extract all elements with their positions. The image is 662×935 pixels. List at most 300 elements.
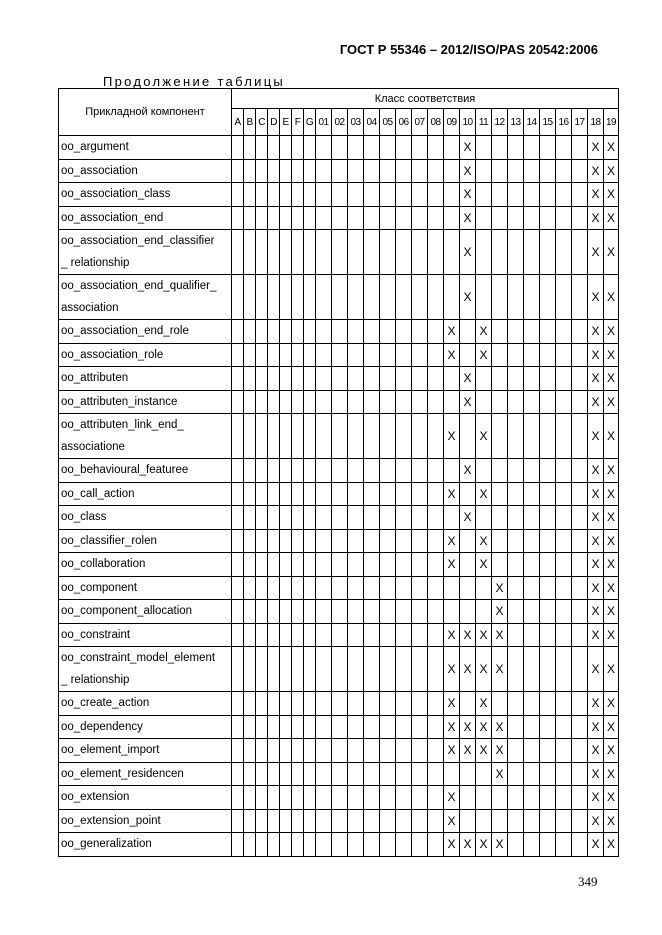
conformance-mark: X xyxy=(479,429,488,443)
class-mark-cell xyxy=(244,459,256,483)
class-mark-cell xyxy=(396,623,412,647)
component-name-line: oo_constraint_model_element xyxy=(61,652,216,664)
class-mark-cell xyxy=(332,600,348,624)
class-mark-cell xyxy=(428,739,444,763)
class-mark-cell xyxy=(316,159,332,183)
class-mark-cell xyxy=(396,786,412,810)
class-mark-cell xyxy=(572,459,588,483)
class-mark-cell xyxy=(524,692,540,716)
class-mark-cell xyxy=(268,576,280,600)
conformance-mark: X xyxy=(606,510,615,525)
conformance-mark: X xyxy=(447,790,456,805)
class-mark-cell xyxy=(292,576,304,600)
class-column-header: 02 xyxy=(332,109,348,136)
conformance-mark: X xyxy=(606,140,615,155)
class-mark-cell xyxy=(396,506,412,530)
conformance-mark: X xyxy=(591,533,600,548)
class-mark-cell xyxy=(540,809,556,833)
class-mark-cell xyxy=(572,809,588,833)
class-mark-cell xyxy=(540,762,556,786)
class-mark-cell xyxy=(244,367,256,391)
class-mark-cell xyxy=(280,553,292,577)
class-mark-cell xyxy=(508,623,524,647)
class-mark-cell xyxy=(508,600,524,624)
class-mark-cell xyxy=(268,692,280,716)
class-column-header: 10 xyxy=(460,109,476,136)
class-mark-cell xyxy=(588,482,604,506)
class-mark-cell xyxy=(476,367,492,391)
class-mark-cell xyxy=(268,482,280,506)
class-mark-cell xyxy=(444,762,460,786)
class-mark-cell xyxy=(588,230,604,275)
class-mark-cell xyxy=(396,692,412,716)
class-mark-cell xyxy=(348,553,364,577)
class-mark-cell xyxy=(604,367,619,391)
class-mark-cell xyxy=(508,506,524,530)
conformance-mark: X xyxy=(591,429,600,443)
class-mark-cell xyxy=(304,739,316,763)
class-mark-cell xyxy=(492,715,508,739)
class-mark-cell xyxy=(604,833,619,857)
class-mark-cell xyxy=(292,623,304,647)
class-mark-cell xyxy=(444,647,460,692)
class-mark-cell xyxy=(412,459,428,483)
class-mark-cell xyxy=(280,506,292,530)
class-mark-cell xyxy=(332,576,348,600)
component-name-cell xyxy=(59,692,232,716)
component-name-cell xyxy=(59,529,232,553)
class-mark-cell xyxy=(604,159,619,183)
class-mark-cell xyxy=(460,739,476,763)
conformance-mark: X xyxy=(606,790,615,805)
table-row xyxy=(59,206,619,230)
class-mark-cell xyxy=(444,623,460,647)
class-mark-cell xyxy=(428,206,444,230)
class-mark-cell xyxy=(428,809,444,833)
class-mark-cell xyxy=(256,647,268,692)
class-mark-cell xyxy=(380,647,396,692)
conformance-mark: X xyxy=(495,580,504,595)
class-mark-cell xyxy=(524,183,540,207)
class-mark-cell xyxy=(396,739,412,763)
class-mark-cell xyxy=(380,529,396,553)
table-row xyxy=(59,692,619,716)
class-column-header: 18 xyxy=(588,109,604,136)
class-column-header: 12 xyxy=(492,109,508,136)
class-mark-cell xyxy=(540,482,556,506)
conformance-mark: X xyxy=(447,743,456,758)
class-mark-cell xyxy=(524,506,540,530)
conformance-mark: X xyxy=(495,766,504,781)
class-mark-cell xyxy=(332,459,348,483)
class-mark-cell xyxy=(428,600,444,624)
class-mark-cell xyxy=(348,206,364,230)
class-mark-cell xyxy=(396,715,412,739)
component-name-cell xyxy=(59,739,232,763)
class-mark-cell xyxy=(460,390,476,414)
class-mark-cell xyxy=(476,136,492,160)
class-mark-cell xyxy=(348,482,364,506)
class-mark-cell xyxy=(588,159,604,183)
class-mark-cell xyxy=(412,482,428,506)
class-mark-cell xyxy=(444,553,460,577)
component-name-cell xyxy=(59,183,232,207)
class-mark-cell xyxy=(476,529,492,553)
conformance-mark: X xyxy=(606,486,615,501)
class-mark-cell xyxy=(304,459,316,483)
table-row xyxy=(59,833,619,857)
class-mark-cell xyxy=(540,459,556,483)
class-mark-cell xyxy=(556,136,572,160)
class-mark-cell xyxy=(380,692,396,716)
class-mark-cell xyxy=(348,692,364,716)
conformance-mark: X xyxy=(463,743,472,758)
class-mark-cell xyxy=(316,762,332,786)
class-mark-cell xyxy=(492,482,508,506)
class-mark-cell xyxy=(332,206,348,230)
class-mark-cell xyxy=(540,786,556,810)
class-mark-cell xyxy=(396,576,412,600)
class-mark-cell xyxy=(492,623,508,647)
class-mark-cell xyxy=(588,367,604,391)
conformance-mark: X xyxy=(463,290,472,304)
class-mark-cell xyxy=(304,833,316,857)
conformance-mark: X xyxy=(591,696,600,711)
class-mark-cell xyxy=(256,459,268,483)
class-mark-cell xyxy=(476,482,492,506)
class-mark-cell xyxy=(280,623,292,647)
class-mark-cell xyxy=(348,367,364,391)
class-mark-cell xyxy=(540,739,556,763)
class-mark-cell xyxy=(396,647,412,692)
class-mark-cell xyxy=(476,230,492,275)
class-mark-cell xyxy=(572,576,588,600)
class-mark-cell xyxy=(460,600,476,624)
conformance-mark: X xyxy=(463,140,472,155)
class-mark-cell xyxy=(540,553,556,577)
class-mark-cell xyxy=(540,275,556,320)
class-mark-cell xyxy=(316,553,332,577)
class-mark-cell xyxy=(268,506,280,530)
class-mark-cell xyxy=(428,529,444,553)
conformance-mark: X xyxy=(606,604,615,619)
component-name-line: oo_component_allocation xyxy=(61,605,193,618)
class-mark-cell xyxy=(428,623,444,647)
class-mark-cell xyxy=(492,206,508,230)
class-mark-cell xyxy=(396,459,412,483)
class-mark-cell xyxy=(588,647,604,692)
class-mark-cell xyxy=(332,482,348,506)
class-mark-cell xyxy=(232,600,244,624)
class-mark-cell xyxy=(492,647,508,692)
class-mark-cell xyxy=(476,600,492,624)
class-mark-cell xyxy=(476,183,492,207)
conformance-mark: X xyxy=(463,662,472,676)
class-mark-cell xyxy=(304,367,316,391)
class-mark-cell xyxy=(556,600,572,624)
class-mark-cell xyxy=(508,275,524,320)
class-mark-cell xyxy=(256,762,268,786)
class-column-header: F xyxy=(292,109,304,136)
class-mark-cell xyxy=(524,275,540,320)
class-mark-cell xyxy=(492,367,508,391)
class-mark-cell xyxy=(304,159,316,183)
conformance-mark: X xyxy=(479,837,488,852)
class-mark-cell xyxy=(256,576,268,600)
class-mark-cell xyxy=(412,647,428,692)
class-mark-cell xyxy=(268,739,280,763)
class-mark-cell xyxy=(232,230,244,275)
class-mark-cell xyxy=(256,367,268,391)
class-mark-cell xyxy=(292,320,304,344)
class-mark-cell xyxy=(588,206,604,230)
class-mark-cell xyxy=(492,459,508,483)
component-name-cell xyxy=(59,786,232,810)
class-mark-cell xyxy=(332,183,348,207)
table-row xyxy=(59,320,619,344)
class-mark-cell xyxy=(292,367,304,391)
conformance-mark: X xyxy=(606,394,615,409)
class-mark-cell xyxy=(364,692,380,716)
class-mark-cell xyxy=(256,623,268,647)
class-mark-cell xyxy=(604,275,619,320)
class-mark-cell xyxy=(232,482,244,506)
class-mark-cell xyxy=(444,833,460,857)
class-mark-cell xyxy=(292,739,304,763)
class-mark-cell xyxy=(348,459,364,483)
class-mark-cell xyxy=(556,230,572,275)
class-mark-cell xyxy=(380,230,396,275)
class-mark-cell xyxy=(396,600,412,624)
class-mark-cell xyxy=(524,786,540,810)
class-mark-cell xyxy=(556,739,572,763)
class-mark-cell xyxy=(292,183,304,207)
component-name-line: _ relationship xyxy=(61,257,130,269)
component-name-cell xyxy=(59,414,232,459)
class-mark-cell xyxy=(380,206,396,230)
class-mark-cell xyxy=(508,459,524,483)
class-mark-cell xyxy=(476,343,492,367)
class-mark-cell xyxy=(348,600,364,624)
class-mark-cell xyxy=(412,739,428,763)
class-mark-cell xyxy=(364,230,380,275)
class-column-header: 17 xyxy=(572,109,588,136)
conformance-mark: X xyxy=(606,813,615,828)
class-mark-cell xyxy=(412,414,428,459)
conformance-mark: X xyxy=(479,533,488,548)
class-mark-cell xyxy=(540,206,556,230)
class-mark-cell xyxy=(364,600,380,624)
class-mark-cell xyxy=(412,576,428,600)
class-mark-cell xyxy=(524,136,540,160)
class-mark-cell xyxy=(476,809,492,833)
component-name-cell xyxy=(59,553,232,577)
class-mark-cell xyxy=(348,739,364,763)
class-mark-cell xyxy=(460,320,476,344)
class-mark-cell xyxy=(428,692,444,716)
component-name-cell xyxy=(59,459,232,483)
class-mark-cell xyxy=(256,275,268,320)
class-mark-cell xyxy=(412,623,428,647)
class-mark-cell xyxy=(412,136,428,160)
class-mark-cell xyxy=(304,343,316,367)
class-mark-cell xyxy=(540,623,556,647)
class-mark-cell xyxy=(412,275,428,320)
conformance-mark: X xyxy=(606,210,615,225)
class-mark-cell xyxy=(492,343,508,367)
table-row xyxy=(59,553,619,577)
class-mark-cell xyxy=(332,692,348,716)
class-mark-cell xyxy=(316,809,332,833)
conformance-mark: X xyxy=(591,140,600,155)
class-mark-cell xyxy=(364,159,380,183)
class-mark-cell xyxy=(232,206,244,230)
class-mark-cell xyxy=(316,482,332,506)
class-mark-cell xyxy=(316,390,332,414)
class-mark-cell xyxy=(476,159,492,183)
conformance-mark: X xyxy=(495,662,504,676)
class-mark-cell xyxy=(332,833,348,857)
conformance-mark: X xyxy=(591,290,600,304)
conformance-mark: X xyxy=(591,557,600,572)
class-mark-cell xyxy=(428,459,444,483)
class-mark-cell xyxy=(540,576,556,600)
class-mark-cell xyxy=(572,739,588,763)
conformance-mark: X xyxy=(447,627,456,642)
class-mark-cell xyxy=(476,275,492,320)
conformance-mark: X xyxy=(495,719,504,734)
class-mark-cell xyxy=(396,762,412,786)
class-mark-cell xyxy=(268,715,280,739)
class-mark-cell xyxy=(588,275,604,320)
component-name-line: oo_association_end_classifier xyxy=(61,235,215,247)
class-mark-cell xyxy=(268,647,280,692)
table-row xyxy=(59,809,619,833)
class-mark-cell xyxy=(508,715,524,739)
class-mark-cell xyxy=(604,786,619,810)
class-mark-cell xyxy=(572,136,588,160)
class-mark-cell xyxy=(428,482,444,506)
class-mark-cell xyxy=(256,414,268,459)
class-mark-cell xyxy=(268,553,280,577)
class-mark-cell xyxy=(428,159,444,183)
class-mark-cell xyxy=(280,367,292,391)
class-mark-cell xyxy=(280,739,292,763)
class-mark-cell xyxy=(556,275,572,320)
component-name-line: oo_component xyxy=(61,581,138,594)
conformance-mark: X xyxy=(591,347,600,362)
class-mark-cell xyxy=(304,762,316,786)
component-name-cell xyxy=(59,320,232,344)
component-name-cell xyxy=(59,506,232,530)
conformance-mark: X xyxy=(495,604,504,619)
class-mark-cell xyxy=(508,647,524,692)
class-column-header: 05 xyxy=(380,109,396,136)
class-mark-cell xyxy=(292,692,304,716)
conformance-mark: X xyxy=(606,662,615,676)
component-name-cell xyxy=(59,367,232,391)
class-mark-cell xyxy=(280,390,292,414)
class-mark-cell xyxy=(232,367,244,391)
class-mark-cell xyxy=(444,230,460,275)
class-mark-cell xyxy=(232,136,244,160)
conformance-mark: X xyxy=(591,604,600,619)
class-mark-cell xyxy=(380,367,396,391)
class-mark-cell xyxy=(256,390,268,414)
class-mark-cell xyxy=(256,343,268,367)
class-mark-cell xyxy=(268,159,280,183)
class-mark-cell xyxy=(364,833,380,857)
class-mark-cell xyxy=(588,136,604,160)
conformance-mark: X xyxy=(447,429,456,443)
class-mark-cell xyxy=(304,414,316,459)
class-mark-cell xyxy=(428,506,444,530)
class-mark-cell xyxy=(256,183,268,207)
component-name-cell xyxy=(59,343,232,367)
class-mark-cell xyxy=(396,230,412,275)
class-mark-cell xyxy=(256,809,268,833)
conformance-mark: X xyxy=(591,510,600,525)
class-mark-cell xyxy=(292,786,304,810)
class-mark-cell xyxy=(524,159,540,183)
class-mark-cell xyxy=(348,320,364,344)
class-mark-cell xyxy=(572,506,588,530)
class-mark-cell xyxy=(508,136,524,160)
class-mark-cell xyxy=(332,343,348,367)
class-mark-cell xyxy=(380,343,396,367)
class-mark-cell xyxy=(232,506,244,530)
class-mark-cell xyxy=(332,647,348,692)
conformance-mark: X xyxy=(447,347,456,362)
class-mark-cell xyxy=(428,320,444,344)
component-name-line: oo_call_action xyxy=(61,487,135,500)
class-mark-cell xyxy=(304,809,316,833)
class-mark-cell xyxy=(572,833,588,857)
class-mark-cell xyxy=(232,739,244,763)
class-mark-cell xyxy=(540,600,556,624)
class-mark-cell xyxy=(412,343,428,367)
class-mark-cell xyxy=(364,414,380,459)
class-mark-cell xyxy=(508,762,524,786)
class-mark-cell xyxy=(412,786,428,810)
table-row xyxy=(59,159,619,183)
class-mark-cell xyxy=(316,506,332,530)
class-mark-cell xyxy=(332,367,348,391)
conformance-mark: X xyxy=(463,837,472,852)
class-mark-cell xyxy=(332,553,348,577)
class-mark-cell xyxy=(292,206,304,230)
conformance-mark: X xyxy=(591,813,600,828)
conformance-mark: X xyxy=(447,696,456,711)
class-mark-cell xyxy=(444,206,460,230)
class-mark-cell xyxy=(364,275,380,320)
class-mark-cell xyxy=(256,739,268,763)
class-mark-cell xyxy=(492,739,508,763)
class-column-header: 01 xyxy=(316,109,332,136)
class-mark-cell xyxy=(444,459,460,483)
class-mark-cell xyxy=(412,367,428,391)
conformance-mark: X xyxy=(479,743,488,758)
conformance-mark: X xyxy=(463,371,472,386)
class-mark-cell xyxy=(280,320,292,344)
class-mark-cell xyxy=(524,600,540,624)
class-mark-cell xyxy=(540,715,556,739)
class-mark-cell xyxy=(292,529,304,553)
class-mark-cell xyxy=(380,833,396,857)
class-mark-cell xyxy=(604,230,619,275)
conformance-mark: X xyxy=(495,837,504,852)
component-name-line: oo_argument xyxy=(61,141,129,154)
